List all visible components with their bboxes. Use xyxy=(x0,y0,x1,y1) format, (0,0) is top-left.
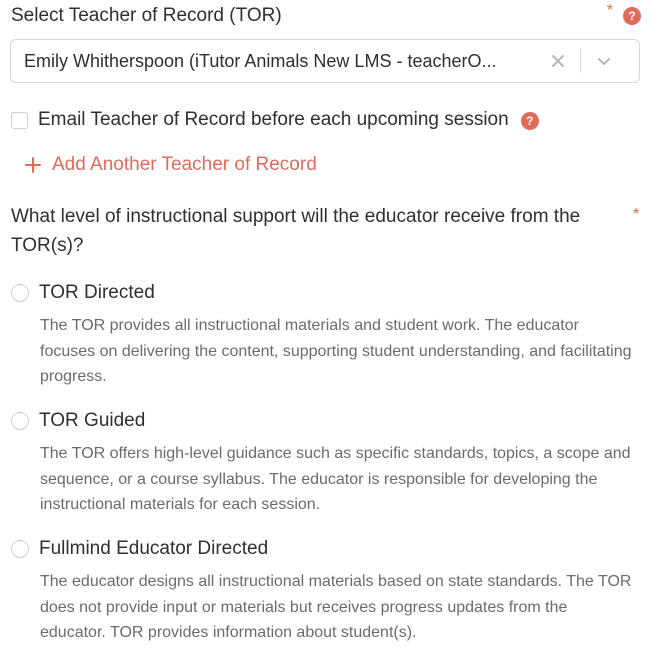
option-head[interactable] xyxy=(11,279,641,307)
option-title[interactable]: TOR Directed xyxy=(39,282,155,303)
email-tor-label[interactable]: Email Teacher of Record before each upcoming session xyxy=(38,109,509,130)
email-tor-option[interactable] xyxy=(11,106,539,134)
option-description: The TOR offers high-level guidance such as specific standards, topics, a scope and sequence, or a course syllabus. The educator is responsible for developing the instructional materials for each session. xyxy=(40,445,631,513)
option-head[interactable] xyxy=(11,535,641,563)
add-another-tor-link[interactable] xyxy=(24,151,317,179)
radio-tor-directed[interactable] xyxy=(11,284,29,302)
teacher-field-header xyxy=(11,3,641,29)
option-tor-guided[interactable] xyxy=(11,407,641,518)
option-title[interactable]: Fullmind Educator Directed xyxy=(39,538,269,559)
help-icon[interactable]: ? xyxy=(623,7,641,25)
teacher-select[interactable] xyxy=(10,39,640,83)
close-icon[interactable] xyxy=(544,47,572,75)
radio-tor-guided[interactable] xyxy=(11,412,29,430)
plus-icon-svg xyxy=(25,157,41,173)
email-tor-checkbox[interactable] xyxy=(11,112,28,129)
support-level-question: What level of instructional support will the educator receive from the TOR(s)? xyxy=(11,206,581,256)
add-another-tor-label[interactable]: Add Another Teacher of Record xyxy=(52,154,317,175)
teacher-field-meta xyxy=(607,3,641,29)
required-marker: * xyxy=(606,2,613,19)
required-marker: * xyxy=(633,206,640,223)
teacher-select-value: Emily Whitherspoon (iTutor Animals New LMS - teacherO... xyxy=(24,50,497,71)
select-divider xyxy=(580,49,581,73)
option-description: The educator designs all instructional materials based on state standards. The TOR does not provide input or materials but receives progress updates from the educator. TOR provides information about student(s). xyxy=(40,573,632,641)
chevron-down-icon-svg xyxy=(597,56,611,66)
radio-educator-directed[interactable] xyxy=(11,540,29,558)
option-head[interactable] xyxy=(11,407,641,435)
option-description: The TOR provides all instructional materials and student work. The educator focuses on delivering the content, supporting student understanding, and facilitating progress. xyxy=(40,317,632,385)
option-tor-directed[interactable] xyxy=(11,279,641,390)
chevron-down-icon[interactable] xyxy=(591,48,617,74)
option-title[interactable]: TOR Guided xyxy=(39,410,146,431)
help-icon[interactable]: ? xyxy=(521,112,539,130)
plus-icon xyxy=(24,156,42,174)
option-educator-directed[interactable] xyxy=(11,535,641,646)
teacher-field-label: Select Teacher of Record (TOR) xyxy=(11,5,282,26)
close-icon-svg xyxy=(551,54,565,68)
